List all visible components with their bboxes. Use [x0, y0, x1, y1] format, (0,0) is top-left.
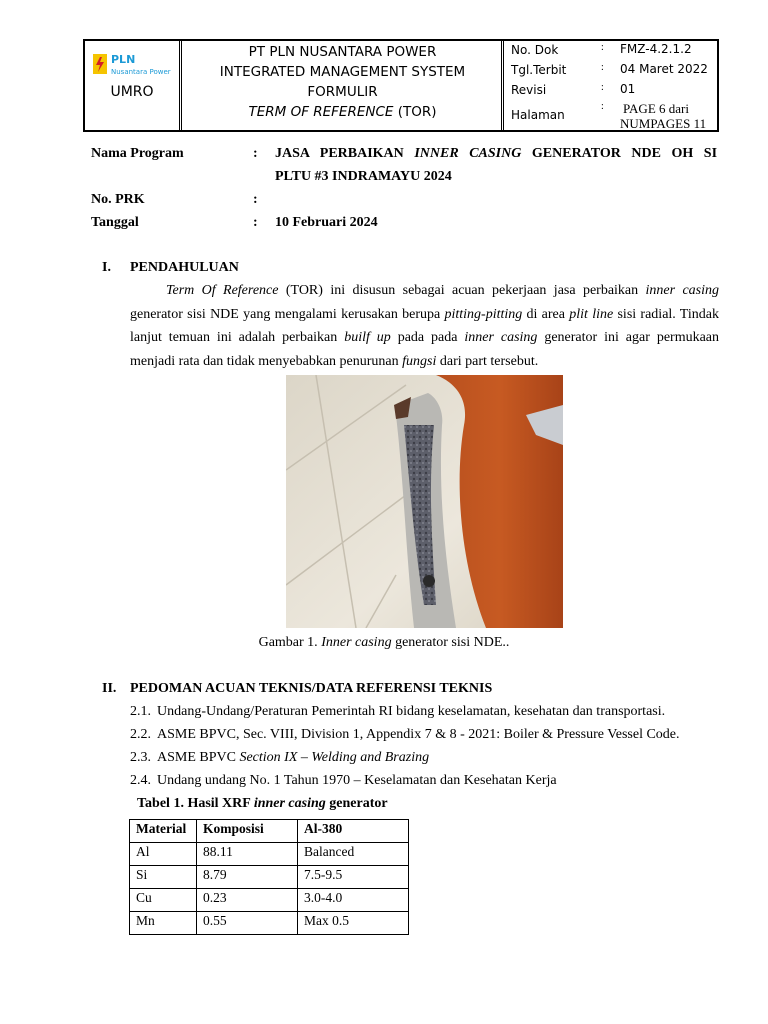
table-cell: Max 0.5 [298, 912, 409, 935]
reference-item: 2.4. Undang undang No. 1 Tahun 1970 – Keselamatan dan Kesehatan Kerja [130, 773, 557, 788]
table-cell: 7.5-9.5 [298, 866, 409, 889]
form-title: TERM OF REFERENCE (TOR) [248, 104, 437, 120]
date-label: Tanggal [91, 215, 139, 230]
header-logo-cell [85, 41, 182, 130]
paragraph-run: dari part tersebut. [436, 353, 539, 369]
svg-text:Nusantara Power: Nusantara Power [111, 68, 171, 76]
unit-label: UMRO [110, 84, 154, 100]
table-cell: 88.11 [197, 843, 298, 866]
system-name: INTEGRATED MANAGEMENT SYSTEM [219, 64, 466, 80]
table-row [130, 912, 409, 935]
inner-casing-photo [286, 375, 563, 628]
section-2-number: II. [102, 681, 117, 696]
table-header-cell: Material [130, 820, 197, 843]
prk-label: No. PRK [91, 192, 145, 207]
form-label: FORMULIR [307, 84, 378, 100]
table-row [130, 843, 409, 866]
reference-item: 2.1. Undang-Undang/Peraturan Pemerintah RI bidang keselamatan, kesehatan dan transportasi. [130, 704, 666, 719]
table-cell: 8.79 [197, 866, 298, 889]
section-2-title: PEDOMAN ACUAN TEKNIS/DATA REFERENSI TEKNIS [130, 681, 493, 696]
meta-issue-date-label: Tgl.Terbit [511, 63, 567, 77]
table-cell: Cu [130, 889, 197, 912]
paragraph-run: generator ini agar permukaan menjadi rata dan tidak menyebabkan penurunan [130, 330, 720, 369]
pln-logo [91, 50, 173, 80]
header-title-cell [184, 41, 504, 130]
company-name: PT PLN NUSANTARA POWER [248, 44, 437, 60]
meta-page-total: NUMPAGES 11 [620, 116, 707, 131]
meta-page-value: PAGE 6 dari [623, 101, 689, 116]
paragraph-run: di area [522, 306, 570, 322]
program-value: JASA PERBAIKAN INNER CASING GENERATOR NDE OH SI [275, 146, 718, 161]
reference-item: 2.3. ASME BPVC Section IX – Welding and Brazing [130, 750, 430, 765]
paragraph-run: plit line [569, 306, 614, 322]
section-1-title: PENDAHULUAN [130, 260, 239, 275]
paragraph-run: (TOR) ini disusun sebagai acuan pekerjaan jasa perbaikan [278, 283, 646, 298]
meta-page-label: Halaman [511, 108, 565, 122]
table-row [130, 866, 409, 889]
paragraph-run: fungsi [402, 353, 437, 369]
paragraph-run: pitting-pitting [444, 306, 523, 322]
table-cell: Al [130, 843, 197, 866]
intro-paragraph [130, 279, 719, 373]
date-value: 10 Februari 2024 [275, 215, 378, 230]
paragraph-run: Term Of Reference [166, 283, 279, 298]
table-cell: 0.23 [197, 889, 298, 912]
table-cell: Si [130, 866, 197, 889]
paragraph-run: pada pada [390, 330, 465, 345]
meta-doc-no-value: FMZ-4.2.1.2 [620, 42, 692, 56]
table-header-cell: Al-380 [298, 820, 409, 843]
xrf-table [129, 819, 409, 935]
paragraph-run: inner casing [645, 283, 720, 298]
paragraph-run: sisi radial. Tindak lanjut temuan ini adalah perbaikan [130, 306, 719, 345]
svg-text:PLN: PLN [111, 53, 136, 66]
program-value-line2: PLTU #3 INDRAMAYU 2024 [275, 169, 452, 184]
meta-revision-value: 01 [620, 82, 636, 96]
paragraph-run: builf up [344, 330, 391, 345]
table-header-cell: Komposisi [197, 820, 298, 843]
paragraph-run: generator sisi NDE yang mengalami kerusakan berupa [130, 306, 445, 322]
header-meta-cell: No. Dok : FMZ-4.2.1.2 Tgl.Terbit : 04 Maret 2022 Revisi : 01 Halaman : PAGE 6 dari NUMPAGES 11 [511, 42, 708, 131]
meta-issue-date-value: 04 Maret 2022 [620, 62, 708, 76]
meta-doc-no-label: No. Dok [511, 43, 559, 57]
document-header [83, 39, 719, 132]
paragraph-run: inner casing [464, 330, 538, 345]
table-header-row [130, 820, 409, 843]
table-cell: 0.55 [197, 912, 298, 935]
table-cell: 3.0-4.0 [298, 889, 409, 912]
table-row [130, 889, 409, 912]
program-label: Nama Program [91, 146, 184, 161]
table-cell: Balanced [298, 843, 409, 866]
figure-caption: Gambar 1. Inner casing generator sisi NDE.. [258, 635, 510, 650]
reference-item: 2.2. ASME BPVC, Sec. VIII, Division 1, Appendix 7 & 8 - 2021: Boiler & Pressure Vessel Code. [130, 727, 680, 742]
section-1-number: I. [102, 260, 111, 275]
meta-revision-label: Revisi [511, 83, 547, 97]
table-caption: Tabel 1. Hasil XRF inner casing generator [137, 796, 388, 811]
table-cell: Mn [130, 912, 197, 935]
